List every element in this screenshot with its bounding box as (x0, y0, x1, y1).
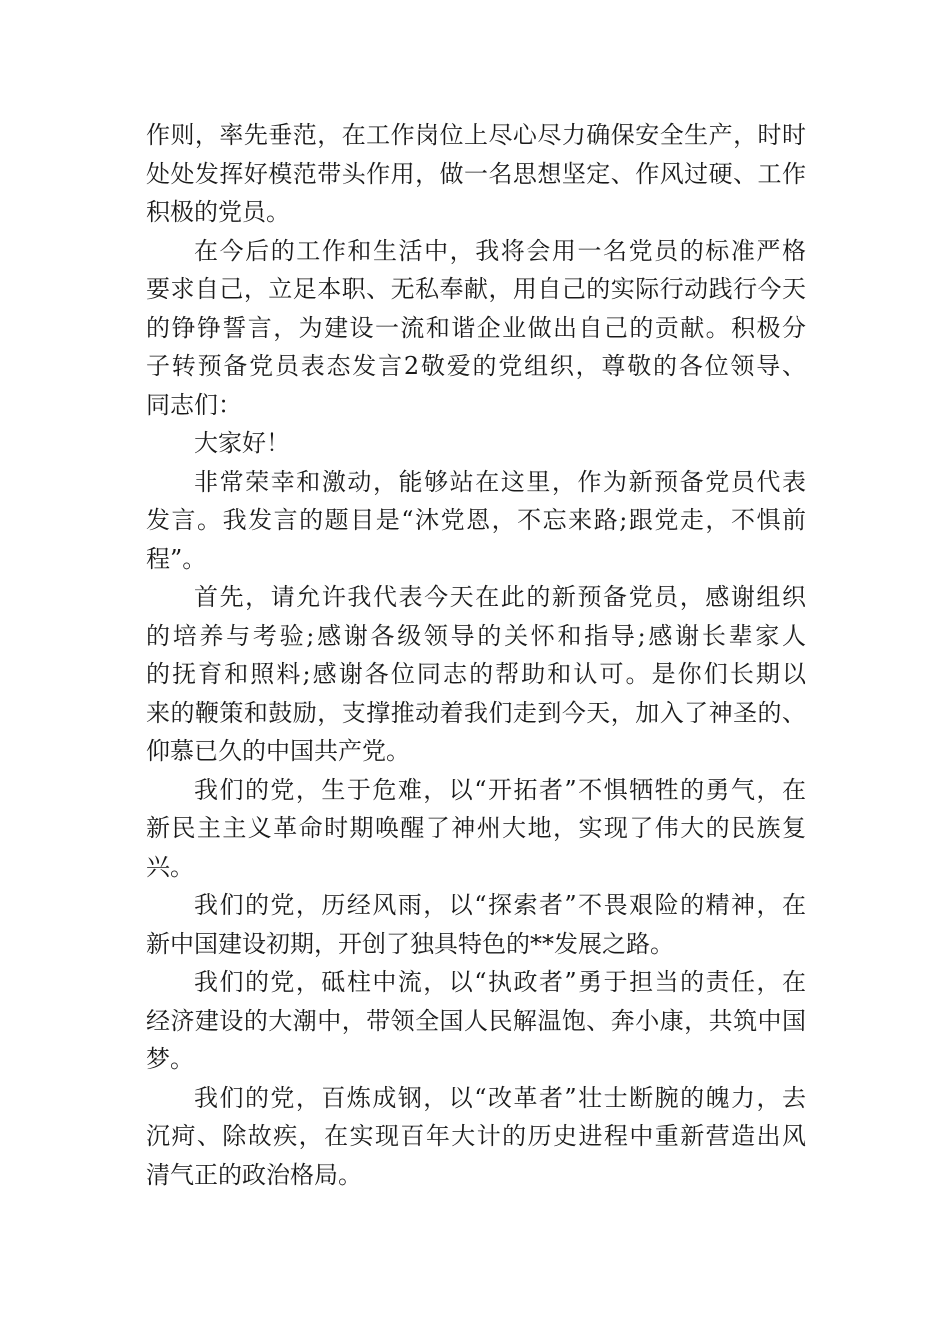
text-line: 非常荣幸和激动，能够站在这里，作为新预备党员代表 (194, 467, 806, 496)
text-line: 沉疴、除故疾，在实现百年大计的历史进程中重新营造出风 (146, 1122, 806, 1150)
text-line: 作则，率先垂范，在工作岗位上尽心尽力确保安全生产，时时 (146, 121, 806, 149)
text-line: 新中国建设初期，开创了独具特色的**发展之路。 (146, 929, 674, 958)
text-line: 要求自己，立足本职、无私奉献，用自己的实际行动践行今天 (146, 275, 806, 303)
paragraph (146, 578, 806, 771)
paragraph (146, 963, 806, 1079)
text-line: 我们的党，砥柱中流，以“执政者”勇于担当的责任，在 (194, 968, 806, 996)
text-line: 的铮铮誓言，为建设一流和谐企业做出自己的贡献。积极分 (146, 313, 806, 342)
paragraph (146, 771, 806, 887)
text-line: 首先，请允许我代表今天在此的新预备党员，感谢组织 (194, 583, 806, 611)
text-line: 发言。我发言的题目是“沐党恩，不忘来路;跟党走，不惧前 (146, 506, 806, 534)
paragraph (146, 232, 806, 425)
text-line: 经济建设的大潮中，带领全国人民解温饱、奔小康，共筑中国 (146, 1006, 806, 1035)
text-line: 子转预备党员表态发言2敬爱的党组织，尊敬的各位领导、 (146, 352, 806, 380)
text-line: 的抚育和照料;感谢各位同志的帮助和认可。是你们长期以 (146, 660, 806, 688)
paragraph (146, 116, 806, 232)
text-line: 清气正的政治格局。 (146, 1160, 362, 1189)
text-line: 我们的党，生于危难，以“开拓者”不惧牺牲的勇气，在 (194, 775, 806, 804)
text-line: 处处发挥好模范带头作用，做一名思想坚定、作风过硬、工作 (146, 159, 806, 188)
text-line: 在今后的工作和生活中，我将会用一名党员的标准严格 (194, 236, 806, 265)
paragraph (146, 886, 806, 963)
paragraph (146, 424, 806, 463)
text-line: 积极的党员。 (146, 198, 290, 226)
text-line: 仰慕已久的中国共产党。 (146, 737, 410, 765)
text-line: 程”。 (146, 544, 207, 573)
text-line: 我们的党，历经风雨，以“探索者”不畏艰险的精神，在 (194, 891, 806, 919)
text-line: 兴。 (146, 852, 194, 881)
text-line: 大家好！ (194, 429, 290, 457)
paragraph (146, 463, 806, 579)
paragraph (146, 1079, 806, 1195)
document-body (146, 116, 806, 1194)
text-line: 新民主主义革命时期唤醒了神州大地，实现了伟大的民族复 (146, 814, 806, 842)
text-line: 我们的党，百炼成钢，以“改革者”壮士断腕的魄力，去 (194, 1083, 806, 1112)
text-line: 同志们： (146, 390, 242, 419)
text-line: 来的鞭策和鼓励，支撑推动着我们走到今天，加入了神圣的、 (146, 698, 806, 727)
text-line: 梦。 (146, 1045, 194, 1073)
text-line: 的培养与考验;感谢各级领导的关怀和指导;感谢长辈家人 (146, 621, 806, 650)
